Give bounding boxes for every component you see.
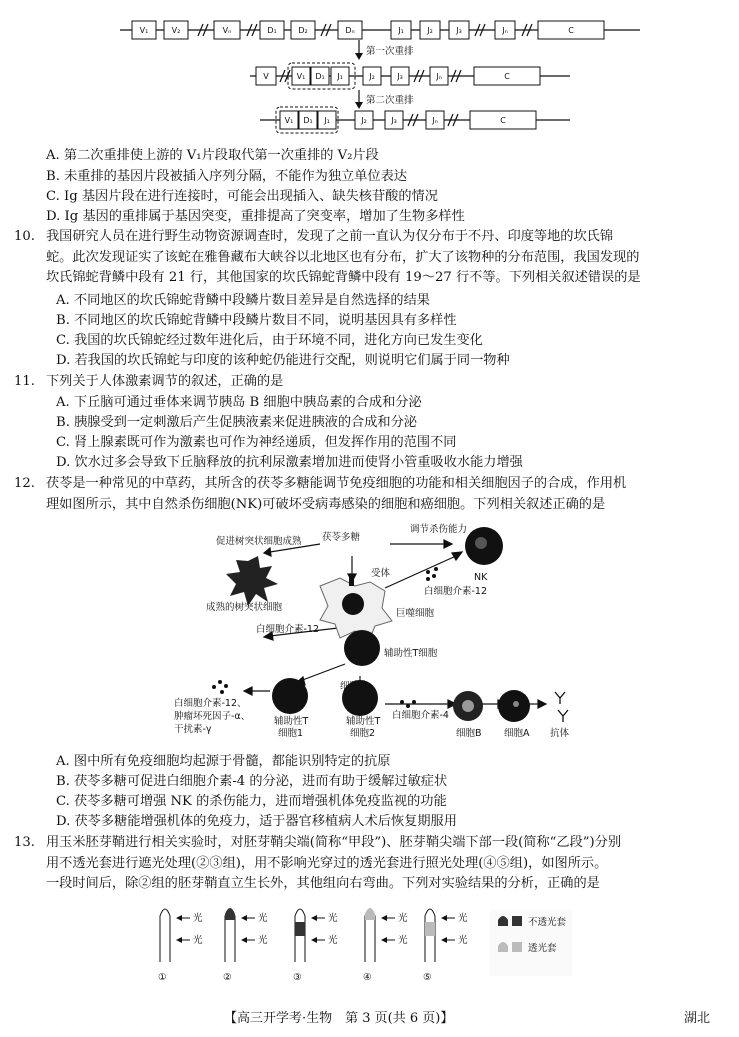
label-mature-dc: 成熟的树突状细胞 — [206, 602, 283, 613]
group-label-5: ⑤ — [423, 972, 432, 983]
q12-stem-line-1: 茯苓是一种常见的中草药，其所含的茯苓多糖能调节免疫细胞的功能和相关细胞因子的合成，作用机 — [46, 476, 627, 491]
light-label-2b: 光 — [258, 935, 268, 946]
light-label-1b: 光 — [193, 935, 203, 946]
group-label-1: ① — [158, 972, 167, 983]
row1-seg-2: Vₙ — [222, 26, 232, 35]
row1-seg-4: D₂ — [298, 26, 308, 35]
light-label-3a: 光 — [328, 913, 338, 924]
q9-option-d: D. Ig 基因的重排属于基因突变，重排提高了突变率，增加了生物多样性 — [46, 209, 465, 224]
label-cytokines-3: 干扰素-γ — [174, 724, 212, 735]
row2-seg-6: Jₙ — [436, 72, 442, 81]
page-footer: 【高三开学考·生物 第 3 页(共 6 页)】 — [224, 1011, 454, 1026]
q10-stem-line-2: 蛇。此次发现证实了该蛇在雅鲁藏布大峡谷以北地区也有分布，扩大了该物种的分布范围，我国发现的 — [46, 250, 640, 265]
q9-option-c: C. Ig 基因片段在进行连接时，可能会出现插入、缺失核苷酸的情况 — [46, 189, 438, 204]
label-regulate-kill: 调节杀伤能力 — [410, 524, 468, 535]
q10-option-a: A. 不同地区的坎氏锦蛇背鳞中段鳞片数目差异是自然选择的结果 — [56, 293, 430, 308]
label-helper-t: 辅助性T细胞 — [384, 648, 438, 659]
label-cell-c: 细胞C — [340, 681, 366, 692]
row1-seg-1: V₂ — [171, 26, 181, 35]
q10-option-b: B. 不同地区的坎氏锦蛇背鳞中段鳞片数目不同，说明基因具有多样性 — [56, 313, 457, 328]
label-cytokines-1: 白细胞介素-12、 — [174, 698, 247, 709]
arrow2-label: 第二次重排 — [366, 95, 414, 106]
row3-seg-2: J₁ — [324, 116, 330, 125]
legend — [490, 910, 572, 976]
legend-transparent: 透光套 — [528, 943, 557, 954]
q10-option-d: D. 若我国的坎氏锦蛇与印度的该种蛇仍能进行交配，则说明它们属于同一物种 — [56, 353, 510, 368]
q12-option-a: A. 图中所有免疫细胞均起源于骨髓，都能识别特定的抗原 — [56, 754, 391, 769]
row2-seg-4: J₂ — [369, 72, 375, 81]
q11-option-b: B. 胰腺受到一定刺激后产生促胰液素来促进胰液的合成和分泌 — [56, 415, 417, 430]
light-label-1a: 光 — [193, 913, 203, 924]
gene-row-2 — [250, 63, 570, 89]
arrow1-label: 第一次重排 — [366, 46, 414, 57]
helper-t-cell-1 — [272, 678, 308, 714]
q12-option-b: B. 茯苓多糖可促进白细胞介素-4 的分泌，进而有助于缓解过敏症状 — [56, 774, 448, 789]
rearrangement-arrow-2 — [355, 90, 414, 109]
row2-seg-1: V₁ — [296, 72, 306, 81]
label-cytokines-2: 肿瘤坏死因子-α、 — [174, 711, 251, 722]
q12-option-d: D. 茯苓多糖能增强机体的免疫力，适于器官移植病人术后恢复期服用 — [56, 814, 457, 829]
label-helper-t1-b: 细胞1 — [278, 728, 304, 739]
row3-seg-3: J₂ — [361, 116, 367, 125]
label-nk: NK — [474, 572, 488, 583]
q13-stem-line-2: 用不透光套进行遮光处理(②③组)，用不影响光穿过的透光套进行照光处理(④⑤组)，如图所示。 — [46, 856, 608, 871]
coleoptile-5 — [423, 909, 468, 983]
row2-seg-7: C — [504, 72, 510, 81]
row1-seg-10: C — [568, 26, 574, 35]
row1-seg-6: J₁ — [398, 26, 404, 35]
label-poria: 茯苓多糖 — [322, 532, 361, 543]
row3-seg-0: V₁ — [284, 116, 294, 125]
q11-option-c: C. 肾上腺素既可作为激素也可作为神经递质，但发挥作用的范围不同 — [56, 435, 457, 450]
group-label-3: ③ — [293, 972, 302, 983]
receptor-mark — [349, 576, 354, 586]
row3-seg-1: D₁ — [303, 116, 313, 125]
q11-number: 11. — [14, 374, 35, 389]
row1-seg-7: J₂ — [427, 26, 433, 35]
coleoptile-experiment-figure — [140, 896, 610, 992]
label-il12-left: 白细胞介素-12 — [256, 624, 320, 635]
helper-t-cell — [344, 630, 380, 666]
group-label-4: ④ — [363, 972, 372, 983]
row2-seg-3: J₁ — [337, 72, 343, 81]
q10-stem-line-3: 坎氏锦蛇背鳞中段有 21 行，其他国家的坎氏锦蛇背鳞中段有 19～27 行不等。下列相关叙述错误的是 — [46, 270, 641, 285]
q9-option-a: A. 第二次重排使上游的 V₁片段取代第一次重排的 V₂片段 — [46, 148, 379, 163]
q9-option-b: B. 未重排的基因片段被插入序列分隔，不能作为独立单位表达 — [46, 169, 407, 184]
group-label-2: ② — [223, 972, 232, 983]
coleoptile-1 — [158, 909, 203, 983]
mature-dendritic-cell — [226, 556, 278, 606]
gene-row-3 — [260, 107, 570, 133]
antibody-marks — [555, 692, 568, 722]
footer-region: 湖北 — [684, 1011, 711, 1026]
coleoptile-3 — [293, 909, 338, 983]
row1-seg-5: Dₙ — [345, 26, 355, 35]
q11-option-d: D. 饮水过多会导致下丘脑释放的抗利尿激素增加进而使肾小管重吸收水能力增强 — [56, 455, 523, 470]
label-macrophage: 巨噬细胞 — [396, 608, 435, 619]
q12-option-c: C. 茯苓多糖可增强 NK 的杀伤能力，进而增强机体免疫监视的功能 — [56, 794, 447, 809]
row3-seg-6: C — [500, 116, 506, 125]
row2-seg-5: J₃ — [397, 72, 403, 81]
label-cell-b: 细胞B — [456, 728, 482, 739]
gene-rearrangement-diagram — [110, 10, 650, 135]
q11-option-a: A. 下丘脑可通过垂体来调节胰岛 B 细胞中胰岛素的合成和分泌 — [56, 395, 422, 410]
label-cell-a: 细胞A — [504, 728, 530, 739]
light-label-4a: 光 — [398, 913, 408, 924]
immune-mechanism-figure — [170, 516, 590, 748]
q10-number: 10. — [14, 229, 35, 244]
q11-stem: 下列关于人体激素调节的叙述，正确的是 — [46, 374, 284, 389]
label-helper-t1-a: 辅助性T — [274, 716, 309, 727]
label-il12-top: 白细胞介素-12 — [424, 586, 488, 597]
row1-seg-9: Jₙ — [502, 26, 508, 35]
q13-stem-line-3: 一段时间后，除②组的胚芽鞘直立生长外，其他组向右弯曲。下列对实验结果的分析，正确的是 — [46, 876, 600, 891]
row2-seg-2: D₁ — [315, 72, 325, 81]
light-label-4b: 光 — [398, 935, 408, 946]
q12-stem-line-2: 理如图所示，其中自然杀伤细胞(NK)可破坏受病毒感染的细胞和癌细胞。下列相关叙述正确的是 — [46, 497, 606, 512]
q13-number: 13. — [14, 835, 35, 850]
label-receptor: 受体 — [371, 568, 391, 579]
coleoptile-2 — [223, 908, 268, 983]
row1-seg-0: V₁ — [139, 26, 149, 35]
label-helper-t2-b: 细胞2 — [350, 728, 376, 739]
row2-seg-0: V — [263, 72, 269, 81]
q12-number: 12. — [14, 476, 35, 491]
light-label-3b: 光 — [328, 935, 338, 946]
light-label-5b: 光 — [458, 935, 468, 946]
label-antibody: 抗体 — [550, 728, 570, 739]
gene-row-1 — [120, 21, 640, 39]
row3-seg-4: J₃ — [391, 116, 397, 125]
row1-seg-3: D₁ — [267, 26, 277, 35]
label-promote-dc: 促进树突状细胞成熟 — [216, 536, 302, 547]
light-label-5a: 光 — [458, 913, 468, 924]
label-il4: 白细胞介素-4 — [392, 710, 449, 721]
rearrangement-arrow-1 — [355, 40, 414, 60]
coleoptile-4 — [363, 908, 408, 983]
q10-option-c: C. 我国的坎氏锦蛇经过数年进化后，由于环境不同，进化方向已发生变化 — [56, 333, 483, 348]
row3-seg-5: Jₙ — [432, 116, 438, 125]
label-helper-t2-a: 辅助性T — [346, 716, 381, 727]
light-label-2a: 光 — [258, 913, 268, 924]
row1-seg-8: J₃ — [456, 26, 462, 35]
legend-opaque: 不透光套 — [528, 917, 567, 928]
q10-stem-line-1: 我国研究人员在进行野生动物资源调查时，发现了之前一直认为仅分布于不丹、印度等地的坎氏锦 — [46, 229, 614, 244]
q13-stem-line-1: 用玉米胚芽鞘进行相关实验时，对胚芽鞘尖端(简称“甲段”)、胚芽鞘尖端下部一段(简称“乙段”)分别 — [46, 835, 622, 850]
